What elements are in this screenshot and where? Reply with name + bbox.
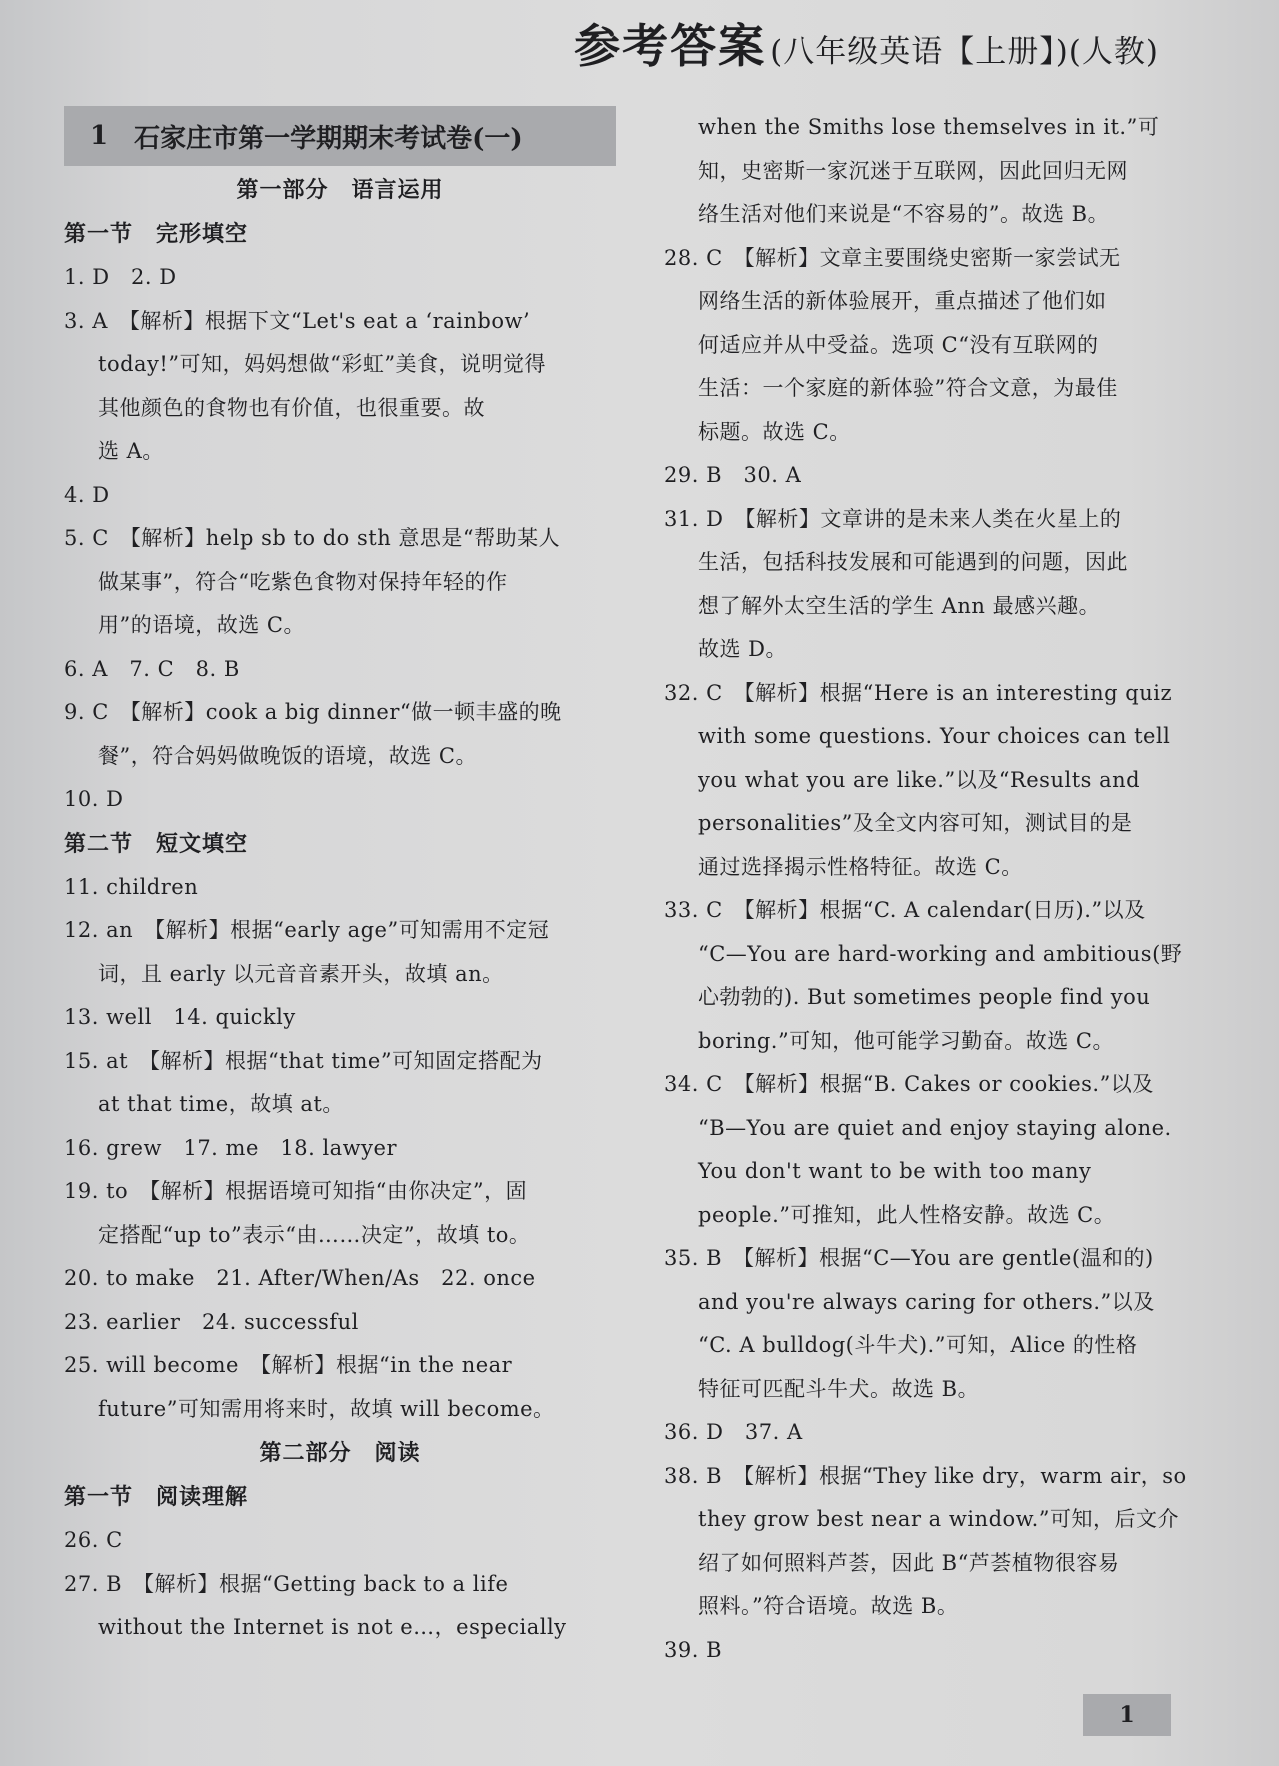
answer-line: 4. D xyxy=(64,482,110,507)
answer-line: 20. to make 21. After/When/As 22. once xyxy=(64,1266,536,1290)
answer-line: today!”可知，妈妈想做“彩虹”美食，说明觉得 xyxy=(98,352,547,376)
answer-line: 10. D xyxy=(64,787,124,811)
section-heading: 第二节 短文填空 xyxy=(64,830,249,857)
page-title: 参考答案 xyxy=(574,19,767,73)
answer-line: 38. B 【解析】根据“They like dry，warm air，so xyxy=(664,1463,1187,1488)
page-subtitle: (八年级英语【上册】)(人教) xyxy=(770,34,1159,70)
answer-line: 绍了如何照料芦荟，因此 B“芦荟植物很容易 xyxy=(698,1550,1120,1575)
answer-line: 知，史密斯一家沉迷于互联网，因此回归无网 xyxy=(698,158,1128,183)
answer-line: 定搭配“up to”表示“由……决定”，故填 to。 xyxy=(98,1222,531,1247)
answer-line: 生活，包括科技发展和可能遇到的问题，因此 xyxy=(698,550,1128,574)
answer-line: 其他颜色的食物也有价值，也很重要。故 xyxy=(98,395,485,420)
answer-line: at that time，故填 at。 xyxy=(98,1092,344,1116)
exam-number: 1 xyxy=(90,121,109,151)
answer-line: you what you are like.”以及“Results and xyxy=(698,767,1141,792)
answer-line: 35. B 【解析】根据“C—You are gentle(温和的) xyxy=(664,1246,1154,1270)
answer-line: 33. C 【解析】根据“C. A calendar(日历).”以及 xyxy=(664,898,1146,922)
answer-line: and you're always caring for others.”以及 xyxy=(698,1289,1155,1314)
answer-line: 何适应并从中受益。选项 C“没有互联网的 xyxy=(698,332,1099,357)
answer-line: You don't want to be with too many xyxy=(698,1159,1092,1183)
answer-line: 31. D 【解析】文章讲的是未来人类在火星上的 xyxy=(664,506,1122,531)
answer-line: 28. C 【解析】文章主要围绕史密斯一家尝试无 xyxy=(664,245,1121,270)
right-answer-list xyxy=(664,106,1187,1672)
answer-line: 12. an 【解析】根据“early age”可知需用不定冠 xyxy=(64,918,550,942)
left-column xyxy=(64,106,616,1650)
answer-line: boring.”可知，他可能学习勤奋。故选 C。 xyxy=(698,1028,1114,1053)
answer-line: 做某事”，符合“吃紫色食物对保持年轻的作 xyxy=(98,569,508,594)
answer-line: 1. D 2. D xyxy=(64,265,177,289)
answer-line: 选 A。 xyxy=(98,439,164,463)
answer-line: 6. A 7. C 8. B xyxy=(64,656,240,681)
answer-line: without the Internet is not e…，especially xyxy=(98,1615,567,1639)
answer-line: with some questions. Your choices can tell xyxy=(698,724,1171,748)
answer-line: 9. C 【解析】cook a big dinner“做一顿丰盛的晚 xyxy=(64,700,562,724)
answer-line: “B—You are quiet and enjoy staying alone. xyxy=(698,1115,1172,1140)
answer-line: 标题。故选 C。 xyxy=(698,419,851,444)
answer-line: they grow best near a window.”可知，后文介 xyxy=(698,1507,1180,1531)
exam-title: 石家庄市第一学期期末考试卷(一) xyxy=(134,123,523,154)
answer-line: 5. C 【解析】help sb to do sth 意思是“帮助某人 xyxy=(64,526,561,550)
answer-line: future”可知需用将来时，故填 will become。 xyxy=(98,1396,555,1421)
answer-line: 29. B 30. A xyxy=(664,463,802,487)
part-heading: 第一部分 语言运用 xyxy=(236,177,444,203)
answer-line: 36. D 37. A xyxy=(664,1420,803,1444)
answer-line: people.”可推知，此人性格安静。故选 C。 xyxy=(698,1202,1116,1227)
answer-line: 餐”，符合妈妈做晚饭的语境，故选 C。 xyxy=(98,743,477,768)
answer-line: 19. to 【解析】根据语境可知指“由你决定”，固 xyxy=(64,1179,528,1203)
answer-line: 照料。”符合语境。故选 B。 xyxy=(698,1594,959,1618)
page-header xyxy=(574,10,1159,80)
answer-line: 络生活对他们来说是“不容易的”。故选 B。 xyxy=(698,202,1110,226)
answer-line: 15. at 【解析】根据“that time”可知固定搭配为 xyxy=(64,1048,543,1073)
answer-line: “C—You are hard-working and ambitious(野 xyxy=(698,941,1183,966)
answer-line: 13. well 14. quickly xyxy=(64,1005,296,1029)
left-answer-list xyxy=(64,168,616,1650)
answer-line: 39. B xyxy=(664,1637,723,1662)
answer-line: 16. grew 17. me 18. lawyer xyxy=(64,1135,397,1160)
page-number: 1 xyxy=(1083,1694,1171,1736)
answer-line: “C. A bulldog(斗牛犬).”可知，Alice 的性格 xyxy=(698,1333,1138,1357)
answer-line: 25. will become 【解析】根据“in the near xyxy=(64,1353,513,1377)
exam-banner xyxy=(64,106,616,166)
answer-line: personalities”及全文内容可知，测试目的是 xyxy=(698,811,1133,835)
answer-line: 用”的语境，故选 C。 xyxy=(98,613,305,637)
answer-line: 特征可匹配斗牛犬。故选 B。 xyxy=(698,1376,980,1401)
answer-line: 想了解外太空生活的学生 Ann 最感兴趣。 xyxy=(698,593,1101,618)
answer-line: 27. B 【解析】根据“Getting back to a life xyxy=(64,1571,509,1596)
answer-line: 23. earlier 24. successful xyxy=(64,1309,359,1334)
answer-line: 34. C 【解析】根据“B. Cakes or cookies.”以及 xyxy=(664,1072,1154,1096)
section-heading: 第一节 阅读理解 xyxy=(64,1484,249,1510)
right-column xyxy=(664,106,1187,1672)
answer-line: 词，且 early 以元音音素开头，故填 an。 xyxy=(98,961,504,986)
section-heading: 第一节 完形填空 xyxy=(64,221,249,247)
answer-line: 32. C 【解析】根据“Here is an interesting quiz xyxy=(664,680,1173,705)
answer-line: 3. A 【解析】根据下文“Let's eat a ‘rainbow’ xyxy=(64,308,531,333)
answer-line: 通过选择揭示性格特征。故选 C。 xyxy=(698,854,1023,879)
answer-line: 网络生活的新体验展开，重点描述了他们如 xyxy=(698,289,1107,313)
answer-line: 生活：一个家庭的新体验”符合文意，为最佳 xyxy=(698,376,1118,400)
answer-line: 11. children xyxy=(64,874,199,899)
answer-line: 26. C xyxy=(64,1528,123,1552)
part-heading: 第二部分 阅读 xyxy=(259,1440,421,1466)
answer-line: 故选 D。 xyxy=(698,637,788,661)
answer-line: 心勃勃的). But sometimes people find you xyxy=(698,985,1151,1009)
answer-line: when the Smiths lose themselves in it.”可 xyxy=(698,115,1160,139)
